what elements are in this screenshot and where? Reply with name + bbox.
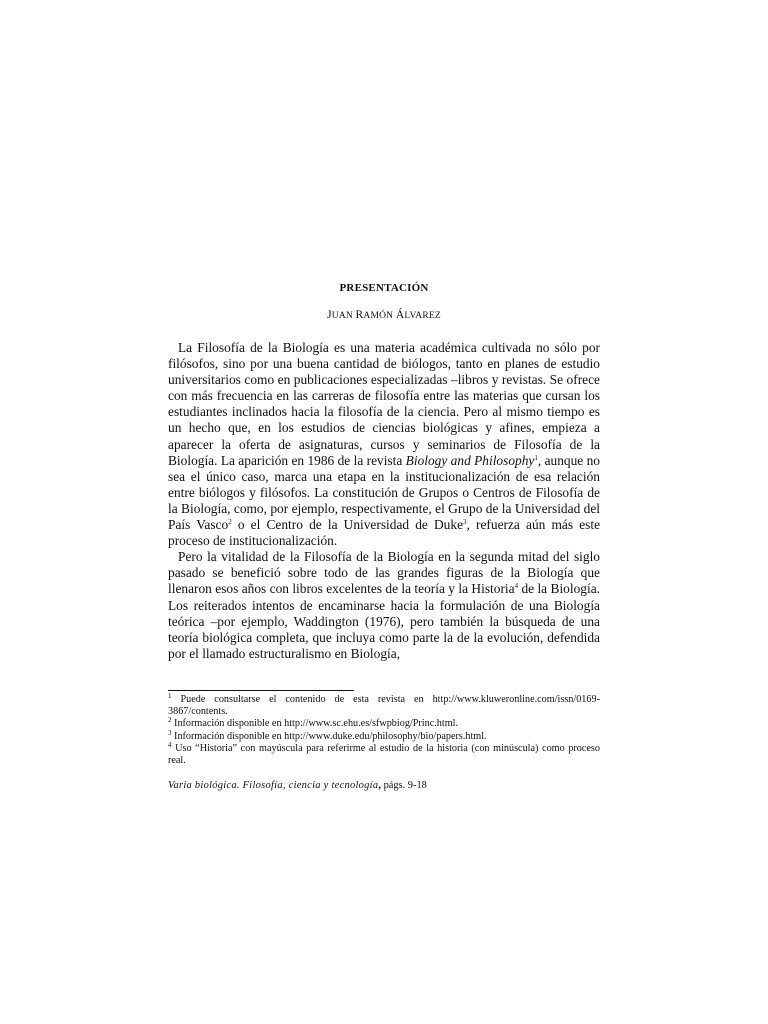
text-run: La Filosofía de la Biología es una materia académica cultivada no sólo por filósofos, sino por una buena cantidad de biólogos, tanto en planes de estudio universitarios como en publicaciones especializadas –libros y revistas. Se ofrece con más frecuencia en las carreras de filosofía entre las materias que cursan los estudiantes inclinados hacia la filosofía de la ciencia. Pero al mismo tiempo es un hecho que, en los estudios de ciencias biológicas y afines, empieza a aparecer la oferta de asignaturas, cursos y seminarios de Filosofía de la Biología. La aparición en 1986 de la revista [168, 340, 600, 468]
author-name [168, 309, 600, 321]
footnote-number: 3 [168, 728, 172, 737]
footnote-item [168, 718, 600, 730]
footnote-ref[interactable]: 1 [534, 453, 538, 462]
author-initial: R [355, 309, 364, 321]
footnote-ref[interactable]: 3 [463, 518, 467, 527]
footnote-text: Información disponible en http://www.sc.ehu.es/sfwpbiog/Princ.html. [171, 718, 459, 730]
footer-separator: , [378, 780, 381, 791]
text-run: de la Biología. Los reiterados intentos de encaminarse hacia la formulación de una Biología teórica –por ejemplo, Waddington (1976), pero también la búsqueda de una teoría biológica completa, que incluya como parte la de la evolución, defendida por el llamado estructuralismo en Biología, [168, 581, 600, 661]
footnote-text: Puede consultarse el contenido de esta revista en http://www.kluweronline.com/issn/0169-3867/contents. [168, 694, 600, 718]
journal-name: Biology and Philosophy [405, 452, 535, 468]
footer-pages: págs. 9-18 [380, 780, 427, 791]
paragraph-1 [168, 340, 600, 549]
author-smallcaps: LVAREZ [404, 311, 441, 321]
author-initial: Á [395, 309, 405, 321]
author-smallcaps: UAN [331, 311, 356, 321]
text-run: , aunque no sea el único caso, marca una etapa en la institucionalización de esa relación entre biólogos y filósofos. La constitución de Grupos o Centros de Filosofía de la Biología, como, por ejemplo, respectivamente, el Grupo de la Universidad del País Vasco [168, 452, 600, 533]
document-page [168, 0, 600, 1024]
footnotes [168, 694, 600, 767]
footnote-ref[interactable]: 2 [228, 518, 232, 527]
footnote-item [168, 728, 600, 743]
author-initial: J [327, 309, 332, 321]
footnote-item [168, 694, 600, 718]
body-text [168, 340, 600, 662]
text-run: o el Centro de la Universidad de Duke [231, 517, 464, 533]
page-footer [168, 780, 600, 791]
footnote-text: Uso “Historia” con mayúscula para referirme al estudio de la historia (con minúscula) como proceso real. [168, 742, 600, 767]
footnote-text: Información disponible en http://www.duke.edu/philosophy/bio/papers.html. [171, 730, 487, 742]
footnote-number: 1 [168, 692, 172, 700]
footer-journal: Varia biológica. Filosofía, ciencia y tecnología [168, 780, 379, 791]
author-smallcaps: AMÓN [363, 311, 396, 321]
page-title: PRESENTACIÓN [339, 282, 429, 294]
footnote-number: 4 [168, 740, 172, 749]
footnote-item [168, 740, 600, 767]
text-run: Pero la vitalidad de la Filosofía de la Biología en la segunda mitad del siglo pasado se benefició sobre todo de las grandes figuras de la Biología que llenaron esos años con libros excelentes de la teoría y la Historia [168, 549, 600, 597]
footnote-number: 2 [168, 716, 172, 725]
text-run: , refuerza aún más este proceso de institucionalización. [168, 517, 601, 549]
footnote-separator [168, 690, 354, 691]
footnote-ref[interactable]: 4 [514, 582, 519, 591]
paragraph-2 [168, 549, 600, 662]
